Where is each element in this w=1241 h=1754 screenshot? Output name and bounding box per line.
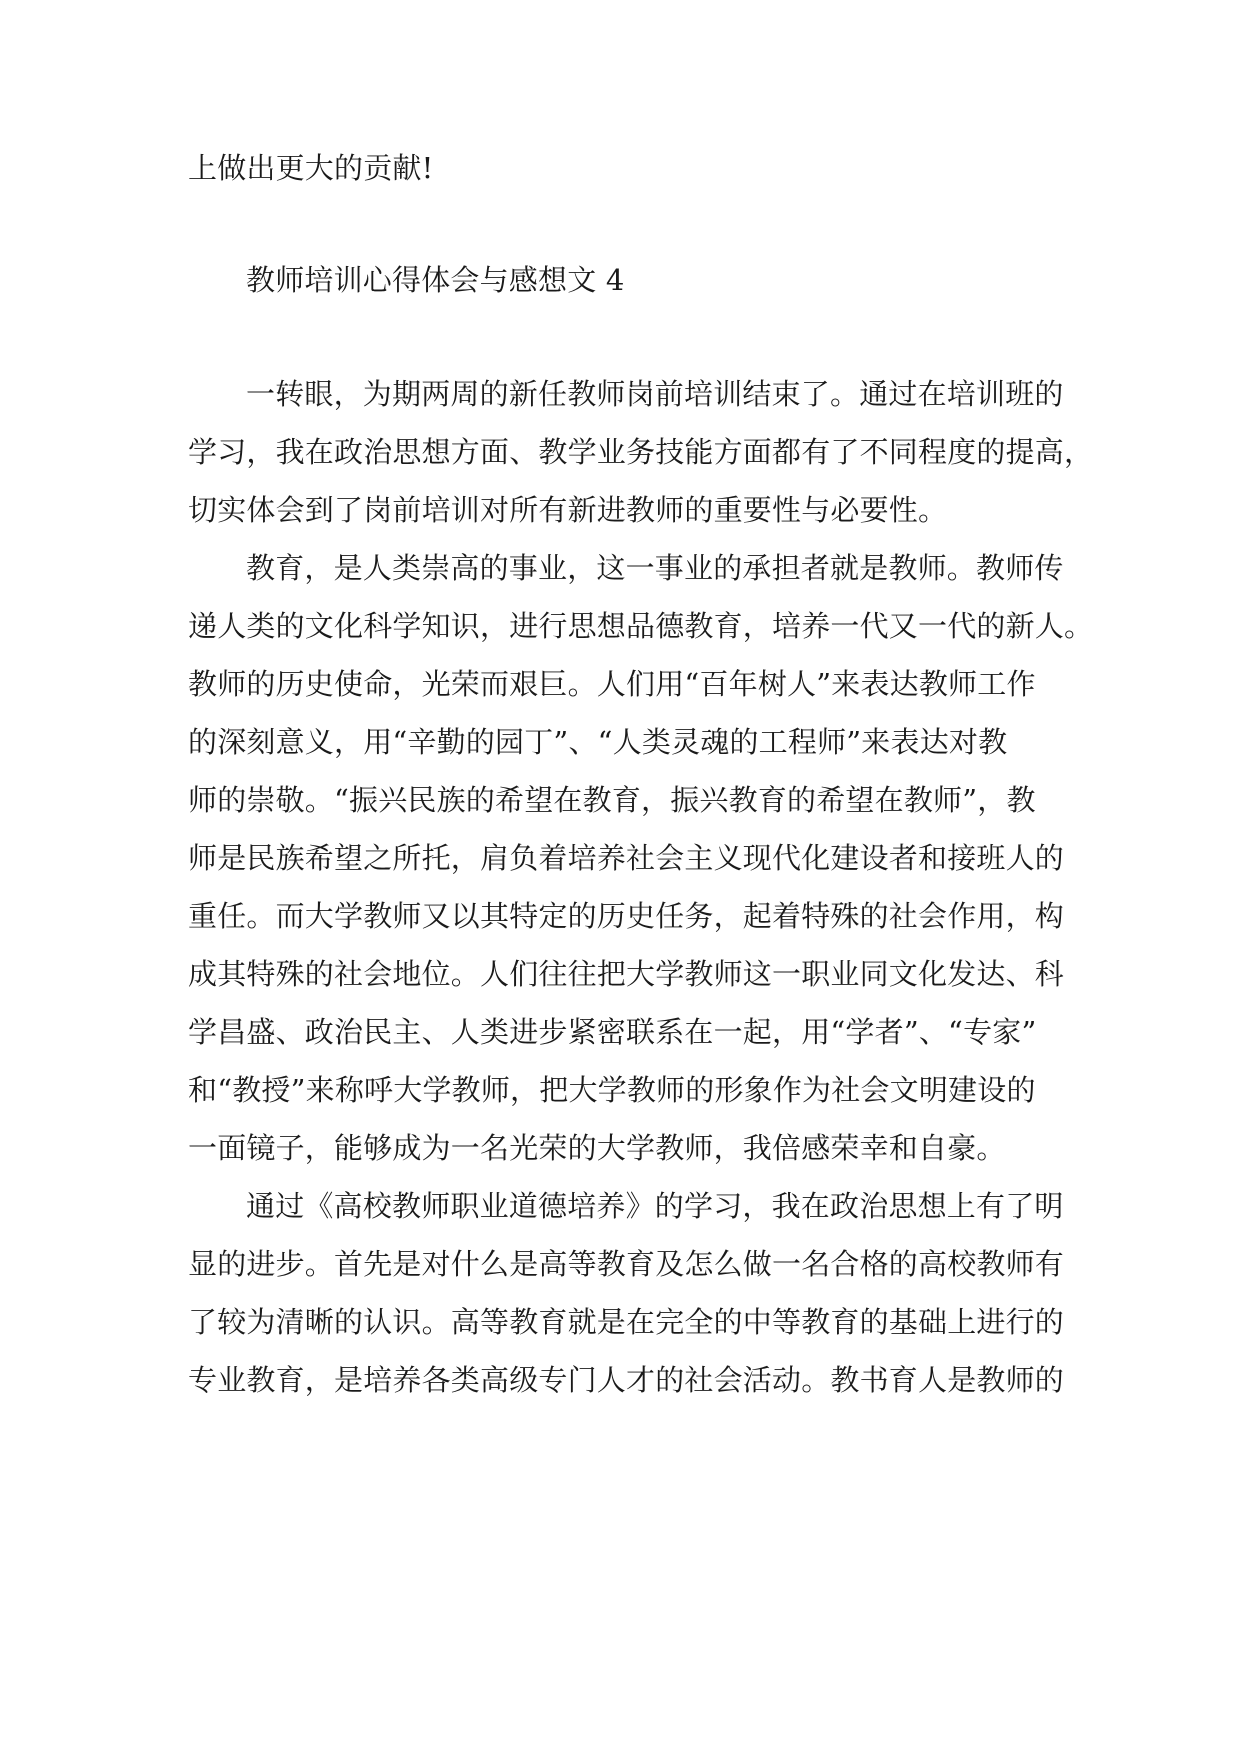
text-line-12: 重任。而大学教师又以其特定的历史任务，起着特殊的社会作用，构 bbox=[188, 899, 1065, 933]
text-line-6: 教育，是人类崇高的事业，这一事业的承担者就是教师。教师传 bbox=[246, 551, 1064, 585]
text-line-13: 成其特殊的社会地位。人们往往把大学教师这一职业同文化发达、科 bbox=[188, 957, 1065, 991]
section-title: 教师培训心得体会与感想文 4 bbox=[246, 263, 625, 297]
text-line-8: 教师的历史使命，光荣而艰巨。人们用“百年树人”来表达教师工作 bbox=[188, 667, 1036, 701]
text-line-7: 递人类的文化科学知识，进行思想品德教育，培养一代又一代的新人。 bbox=[188, 609, 1094, 643]
text-line-16: 一面镜子，能够成为一名光荣的大学教师，我倍感荣幸和自豪。 bbox=[188, 1131, 1006, 1165]
text-line-9: 的深刻意义，用“辛勤的园丁”、“人类灵魂的工程师”来表达对教 bbox=[188, 725, 1008, 759]
text-line-18: 显的进步。首先是对什么是高等教育及怎么做一名合格的高校教师有 bbox=[188, 1247, 1065, 1281]
text-line-11: 师是民族希望之所托，肩负着培养社会主义现代化建设者和接班人的 bbox=[188, 841, 1065, 875]
text-line-20: 专业教育，是培养各类高级专门人才的社会活动。教书育人是教师的 bbox=[188, 1363, 1065, 1397]
text-line-15: 和“教授”来称呼大学教师，把大学教师的形象作为社会文明建设的 bbox=[188, 1073, 1036, 1107]
text-line-1: 上做出更大的贡献! bbox=[188, 151, 434, 185]
text-line-17: 通过《高校教师职业道德培养》的学习，我在政治思想上有了明 bbox=[246, 1189, 1064, 1223]
text-line-4: 学习，我在政治思想方面、教学业务技能方面都有了不同程度的提高， bbox=[188, 435, 1094, 469]
text-line-19: 了较为清晰的认识。高等教育就是在完全的中等教育的基础上进行的 bbox=[188, 1305, 1065, 1339]
text-line-10: 师的崇敬。“振兴民族的希望在教育，振兴教育的希望在教师”，教 bbox=[188, 783, 1036, 817]
text-line-5: 切实体会到了岗前培训对所有新进教师的重要性与必要性。 bbox=[188, 493, 948, 527]
text-line-14: 学昌盛、政治民主、人类进步紧密联系在一起，用“学者”、“专家” bbox=[188, 1015, 1037, 1049]
text-line-3: 一转眼，为期两周的新任教师岗前培训结束了。通过在培训班的 bbox=[246, 377, 1064, 411]
